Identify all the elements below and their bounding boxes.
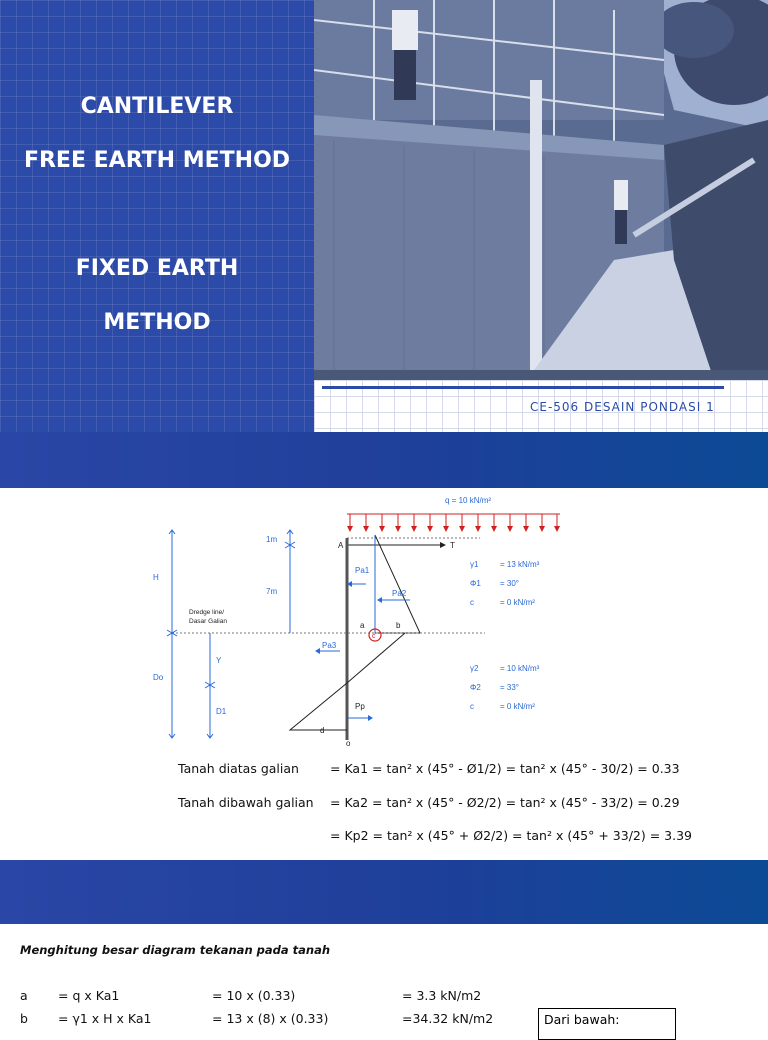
dim-middle	[285, 530, 295, 633]
row-a-result: = 3.3 kN/m2	[402, 988, 482, 1003]
svg-text:c: c	[470, 702, 474, 711]
pa1-label: Pa1	[355, 566, 370, 575]
dredge-label: Dredge line/	[189, 609, 225, 616]
load-arrowheads	[347, 526, 560, 532]
svg-text:= 33°: = 33°	[500, 683, 519, 692]
title-line-3: FIXED EARTH	[75, 256, 239, 281]
point-c: c	[372, 633, 376, 640]
active-pressure-upper	[375, 535, 420, 633]
label-above-excavation: Tanah diatas galian	[178, 761, 299, 776]
dim-1m-label: 1m	[266, 535, 278, 544]
point-a-label: A	[338, 541, 344, 550]
row-b-substitution: = 13 x (8) x (0.33)	[212, 1011, 329, 1026]
course-label: CE-506 DESAIN PONDASI 1	[530, 400, 715, 414]
photo-illustration	[314, 0, 768, 380]
dim-y-d1	[205, 633, 215, 738]
pressure-section-title: Menghitung besar diagram tekanan pada tanah	[20, 943, 331, 957]
retaining-wall-photo	[314, 0, 768, 380]
dim-h-label: H	[153, 573, 159, 582]
point-a-lower: a	[360, 621, 365, 630]
formula-ka1: = Ka1 = tan² x (45° - Ø1/2) = tan² x (45° - 30/2) = 0.33	[330, 761, 680, 776]
row-a-formula: = q x Ka1	[58, 988, 120, 1003]
svg-text:γ2: γ2	[470, 664, 479, 673]
svg-text:= 30°: = 30°	[500, 579, 519, 588]
svg-text:Φ1: Φ1	[470, 579, 481, 588]
label-below-excavation: Tanah dibawah galian	[178, 795, 314, 810]
title-line-1: CANTILEVER	[80, 94, 234, 119]
dim-y-label: Y	[216, 656, 222, 665]
slide-divider-band-2	[0, 860, 768, 924]
svg-text:γ1: γ1	[470, 560, 479, 569]
title-line-4: METHOD	[103, 310, 211, 335]
dim-left	[167, 530, 177, 738]
svg-text:= 13 kN/m³: = 13 kN/m³	[500, 560, 540, 569]
row-b-label: b	[20, 1011, 28, 1026]
slide-divider-band	[0, 432, 768, 488]
pp-label: Pp	[355, 702, 365, 711]
point-b: b	[396, 621, 401, 630]
svg-text:= 0 kN/m²: = 0 kN/m²	[500, 598, 535, 607]
row-a-substitution: = 10 x (0.33)	[212, 988, 296, 1003]
pa2-arrowhead	[377, 597, 382, 603]
formula-ka2: = Ka2 = tan² x (45° - Ø2/2) = tan² x (45° - 33/2) = 0.29	[330, 795, 680, 810]
from-bottom-box	[538, 1008, 676, 1040]
dasar-galian-label: Dasar Galian	[189, 618, 227, 625]
formula-kp2: = Kp2 = tan² x (45° + Ø2/2) = tan² x (45° + 33/2) = 3.39	[330, 828, 692, 843]
row-b-result: =34.32 kN/m2	[402, 1011, 494, 1026]
title-slide	[0, 0, 768, 432]
dim-7m-label: 7m	[266, 587, 278, 596]
pa3-arrowhead	[315, 648, 320, 654]
pa3-label: Pa3	[322, 641, 337, 650]
row-a-label: a	[20, 988, 28, 1003]
title-panel	[0, 0, 314, 432]
pa2-label: Pa2	[392, 589, 407, 598]
svg-text:= 0 kN/m²: = 0 kN/m²	[500, 702, 535, 711]
load-label: q = 10 kN/m²	[445, 496, 492, 505]
soil-2-properties	[470, 664, 540, 711]
svg-text:c: c	[470, 598, 474, 607]
sheet-pile-diagram	[0, 488, 768, 748]
soil-1-properties	[470, 560, 540, 607]
title-line-2: FREE EARTH METHOD	[23, 148, 291, 173]
svg-text:Φ2: Φ2	[470, 683, 481, 692]
course-rule	[322, 386, 724, 389]
from-bottom-label: Dari bawah:	[544, 1012, 620, 1027]
tie-arrowhead	[440, 542, 446, 548]
load-arrows	[350, 514, 557, 528]
row-b-formula: = γ1 x H x Ka1	[58, 1011, 152, 1026]
svg-text:= 10 kN/m³: = 10 kN/m³	[500, 664, 540, 673]
tension-label: T	[450, 541, 455, 550]
pp-arrowhead	[368, 715, 373, 721]
diagram-slide	[0, 488, 768, 860]
dim-do-label: Do	[153, 673, 164, 682]
dim-d1-label: D1	[216, 707, 227, 716]
point-d: d	[320, 726, 325, 735]
point-o: o	[346, 739, 351, 748]
